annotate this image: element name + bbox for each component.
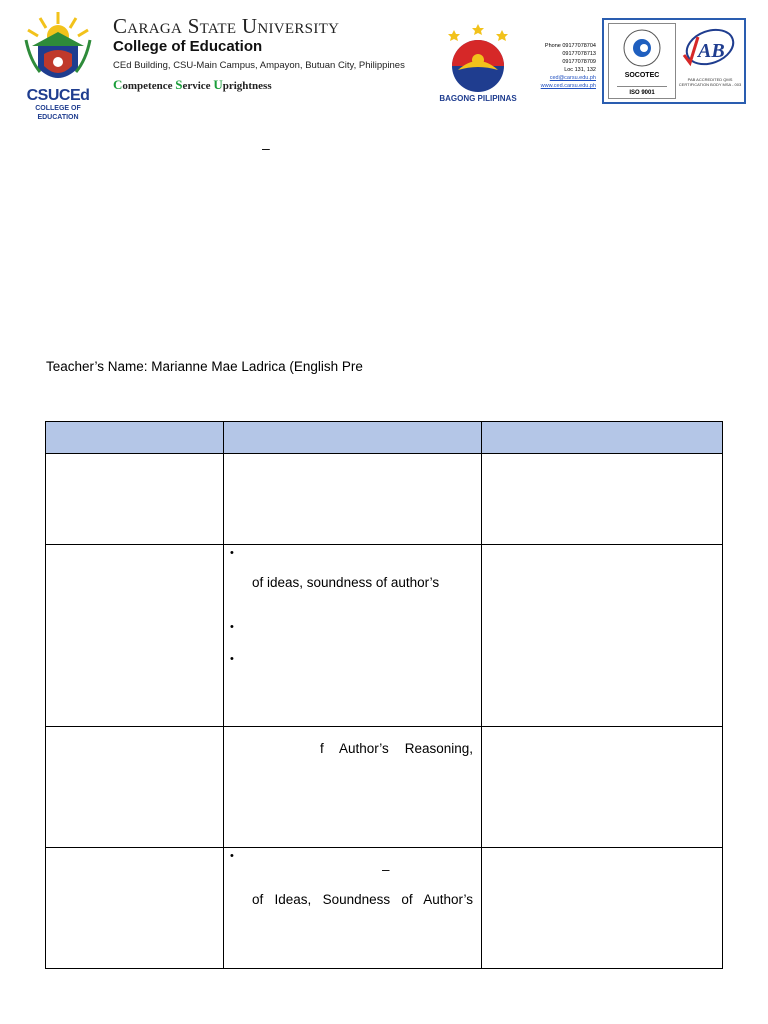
table-cell bbox=[224, 848, 482, 969]
table-header-cell bbox=[46, 422, 224, 454]
iso-label: ISO 9001 bbox=[629, 90, 655, 96]
contact-phone-2: 09177078713 bbox=[562, 51, 596, 57]
socotec-divider bbox=[617, 86, 667, 87]
title-dash: – bbox=[262, 140, 270, 156]
letterhead bbox=[113, 14, 433, 93]
contact-web-link[interactable]: www.ced.carsu.edu.ph bbox=[540, 83, 596, 89]
teacher-name: Teacher’s Name: Marianne Mae Ladrica (English Pre bbox=[46, 359, 363, 374]
csu-seal-icon bbox=[18, 10, 98, 90]
motto-rest-s: ervice bbox=[182, 80, 214, 92]
table-cell bbox=[482, 545, 723, 727]
logo-text-college: COLLEGE OF EDUCATION bbox=[35, 105, 81, 121]
table-cell bbox=[482, 454, 723, 545]
table-cell bbox=[224, 727, 482, 848]
bagong-pilipinas-icon bbox=[432, 24, 524, 94]
table-cell bbox=[46, 454, 224, 545]
table-cell bbox=[46, 727, 224, 848]
bullet: • bbox=[230, 850, 234, 862]
bullet: • bbox=[230, 621, 234, 633]
row2-text: of ideas, soundness of author’s bbox=[252, 575, 440, 590]
contact-phone-3: 09177078709 bbox=[562, 59, 596, 65]
college-name: College of Education bbox=[113, 38, 263, 55]
bagong-pilipinas-logo bbox=[432, 24, 524, 104]
row3-text: f Author’s Reasoning, bbox=[320, 741, 473, 756]
motto bbox=[113, 78, 433, 93]
pab-certificate bbox=[678, 23, 742, 99]
table-cell bbox=[46, 545, 224, 727]
motto-initial-c: C bbox=[113, 77, 123, 92]
contact-block bbox=[526, 42, 596, 90]
table-header-cell bbox=[224, 422, 482, 454]
socotec-label: SOCOTEC bbox=[624, 72, 660, 79]
college-address: CEd Building, CSU-Main Campus, Ampayon, Butuan City, Philippines bbox=[113, 60, 405, 71]
csu-ced-logo bbox=[18, 10, 98, 121]
table-cell bbox=[46, 848, 224, 969]
contact-phone-1: Phone 09177078704 bbox=[544, 43, 596, 49]
table-row bbox=[46, 545, 723, 727]
table-cell bbox=[482, 848, 723, 969]
table-cell bbox=[224, 545, 482, 727]
bullet: • bbox=[230, 547, 234, 559]
university-name: Caraga State University bbox=[113, 14, 340, 38]
cell-content bbox=[224, 727, 481, 847]
pab-label: PAB ACCREDITED QMS CERTIFICATION BODY MSA - 003 bbox=[678, 77, 742, 87]
table-row bbox=[46, 727, 723, 848]
table-cell bbox=[482, 727, 723, 848]
observation-table bbox=[45, 421, 723, 969]
cell-content bbox=[224, 545, 481, 726]
bullet: • bbox=[230, 653, 234, 665]
table-header-row bbox=[46, 422, 723, 454]
certification-box bbox=[602, 18, 746, 104]
logo-text-csuced: CSUCEd bbox=[26, 87, 90, 104]
motto-initial-u: U bbox=[213, 77, 223, 92]
table-header-cell bbox=[482, 422, 723, 454]
motto-initial-s: S bbox=[175, 77, 183, 92]
socotec-certificate bbox=[608, 23, 676, 99]
contact-email-link[interactable]: ced@carsu.edu.ph bbox=[549, 75, 596, 81]
motto-rest-c: ompetence bbox=[122, 80, 176, 92]
table-row bbox=[46, 454, 723, 545]
bagong-pilipinas-label: BAGONG PILIPINAS bbox=[439, 94, 517, 103]
row4-text: of Ideas, Soundness of Author’s bbox=[252, 892, 473, 907]
pab-mark-text: AB bbox=[698, 40, 725, 62]
motto-rest-u: prightness bbox=[222, 80, 272, 92]
table-cell bbox=[224, 454, 482, 545]
contact-loc: Loc 131, 132 bbox=[564, 67, 596, 73]
cell-content bbox=[224, 848, 481, 968]
pab-mark-icon bbox=[678, 23, 742, 77]
row4-dash: – bbox=[382, 862, 390, 877]
table-row bbox=[46, 848, 723, 969]
socotec-seal-icon bbox=[609, 24, 675, 72]
